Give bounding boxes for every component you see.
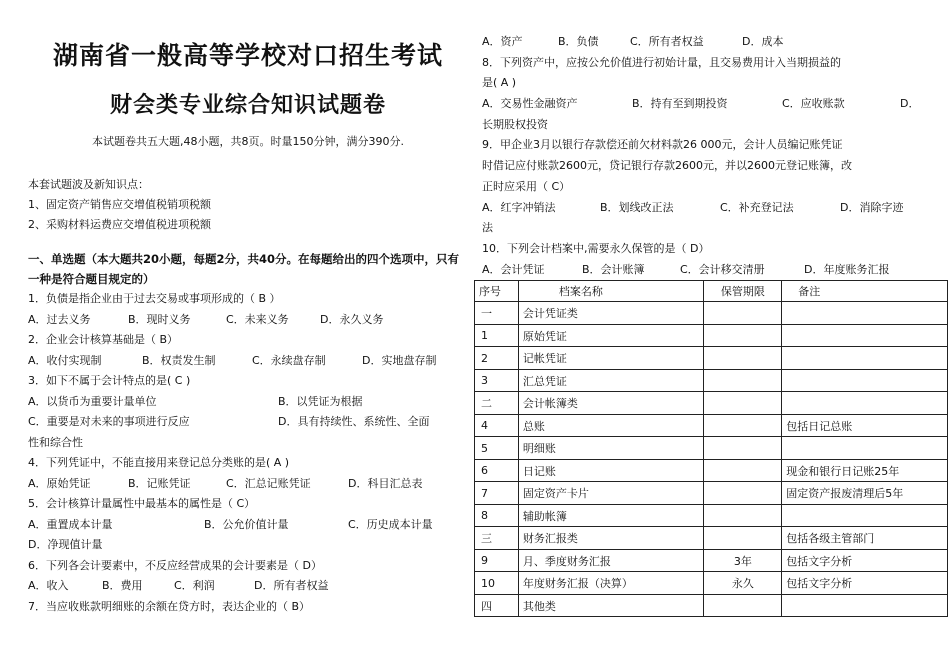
left-column: [28, 36, 468, 617]
options: [482, 94, 942, 115]
option-c: C．所有者权益: [630, 35, 704, 48]
table-header-row: [475, 281, 948, 302]
question-6: [28, 556, 468, 597]
archive-name: 其他类: [518, 594, 704, 617]
section-heading: 一、单选题（本大题共20小题，每题2分，共40分。在每题给出的四个选项中，只有一种是符合题目规定的）: [28, 252, 460, 286]
table-row: [475, 347, 948, 370]
question-stem: 正时应采用（ C）: [482, 179, 571, 193]
retention-period: [704, 459, 782, 482]
archive-name: 会计凭证类: [518, 302, 704, 325]
retention-period: 永久: [704, 572, 782, 595]
note: [782, 324, 948, 347]
note: [782, 594, 948, 617]
option-b: B．负债: [558, 35, 599, 48]
right-column: [479, 32, 942, 617]
table-row: [475, 572, 948, 595]
retention-period: 3年: [704, 549, 782, 572]
table-row: [475, 549, 948, 572]
question-stem: 4．下列凭证中，不能直接用来登记总分类账的是( A ): [28, 456, 290, 469]
option-b: B．会计账簿: [582, 262, 645, 276]
option-d: D．成本: [742, 35, 784, 48]
options: [28, 576, 468, 597]
option-d: D．所有者权益: [254, 579, 329, 592]
option-b: B．公允价值计量: [204, 517, 289, 531]
option-a: A．收入: [28, 579, 69, 592]
option-d: D．具有持续性、系统性、全面: [278, 415, 430, 428]
option-continuation: 性和综合性: [28, 435, 83, 449]
question-4: [28, 453, 468, 494]
option-b: B．以凭证为根据: [278, 394, 363, 408]
archive-name: 财务汇报类: [518, 527, 704, 550]
table-row: [475, 392, 948, 415]
archive-name: 总账: [518, 414, 704, 437]
table-row: [475, 414, 948, 437]
option-b: B．划线改正法: [600, 200, 674, 214]
option-c: C．会计移交清册: [680, 262, 765, 276]
option-a: A．以货币为重要计量单位: [28, 394, 157, 408]
option-d: D．实地盘存制: [362, 353, 437, 367]
table-row: [475, 527, 948, 550]
question-stem: 时借记应付账款2600元，贷记银行存款2600元，并以2600元登记账簿，改: [482, 159, 852, 173]
option-b: B．费用: [102, 579, 143, 592]
note: [782, 504, 948, 527]
option-c: C．利润: [174, 579, 215, 592]
note: [782, 437, 948, 460]
options: [28, 310, 468, 331]
options: [28, 392, 468, 413]
table-row: [475, 324, 948, 347]
archive-name: 月、季度财务汇报: [518, 549, 704, 572]
question-1: [28, 289, 468, 330]
option-a: A．红字冲销法: [482, 200, 556, 214]
retention-period: [704, 594, 782, 617]
option-a: A．交易性金融资产: [482, 97, 578, 111]
row-number: 5: [475, 437, 519, 460]
retention-period: [704, 324, 782, 347]
table-row: [475, 437, 948, 460]
col-header-note: 备注: [782, 281, 948, 302]
archive-name: 会计帐簿类: [518, 392, 704, 415]
row-number: 10: [475, 572, 519, 595]
table-row: [475, 504, 948, 527]
note: [782, 302, 948, 325]
option-d: D．净现值计量: [28, 538, 103, 551]
options: [28, 474, 468, 495]
question-stem: 5．会计核算计量属性中最基本的属性是（ C）: [28, 497, 256, 510]
question-stem: 3．如下不属于会计特点的是( C ): [28, 374, 191, 387]
col-header-period: 保管期限: [704, 281, 782, 302]
question-2: [28, 330, 468, 371]
option-a: A．原始凭证: [28, 476, 91, 490]
options: [28, 351, 468, 372]
option-c: C．未来义务: [226, 312, 289, 326]
row-number: 三: [475, 527, 519, 550]
option-b: B．现时义务: [128, 312, 191, 326]
archive-name: 固定资产卡片: [518, 482, 704, 505]
option-b: B．持有至到期投资: [632, 97, 728, 111]
option-b: B．记账凭证: [128, 476, 191, 490]
retention-period: [704, 482, 782, 505]
option-c: C．永续盘存制: [252, 353, 326, 367]
exam-subtitle: 财会类专业综合知识试题卷: [109, 92, 386, 118]
row-number: 2: [475, 347, 519, 370]
knowledge-item: 2、采购材料运费应交增值税进项税额: [28, 218, 211, 231]
archive-name: 原始凭证: [518, 324, 704, 347]
option-c: C．重要是对未来的事项进行反应: [28, 415, 190, 428]
exam-title: 湖南省一般高等学校对口招生考试: [52, 41, 443, 70]
question-stem: 9．甲企业3月以银行存款偿还前欠材料款26 000元，会计人员编记账凭证: [482, 138, 843, 152]
exam-intro: 本试题卷共五大题,48小题，共8页。时量150分钟，满分390分.: [92, 135, 404, 148]
option-a: A．资产: [482, 35, 523, 48]
options: [482, 260, 942, 281]
question-10: [482, 239, 942, 280]
archive-name: 辅助帐簿: [518, 504, 704, 527]
archive-name: 明细账: [518, 437, 704, 460]
question-stem: 是( A ): [482, 76, 517, 90]
retention-period: [704, 369, 782, 392]
option-d: D．消除字迹: [840, 200, 904, 214]
note: 包括文字分析: [782, 572, 948, 595]
question-9: [482, 135, 942, 239]
col-header-name: 档案名称: [518, 281, 704, 302]
option-a: A．重置成本计量: [28, 517, 113, 531]
option-c: C．历史成本计量: [348, 517, 433, 531]
retention-period: [704, 414, 782, 437]
table-row: [475, 302, 948, 325]
retention-period: [704, 527, 782, 550]
row-number: 9: [475, 549, 519, 572]
question-8: [482, 53, 942, 136]
row-number: 8: [475, 504, 519, 527]
question-7: [28, 597, 468, 618]
archive-name: 年度财务汇报（决算）: [518, 572, 704, 595]
note: 包括日记总账: [782, 414, 948, 437]
options: [482, 32, 942, 53]
question-stem: 6．下列各会计要素中，不反应经营成果的会计要素是（ D）: [28, 558, 322, 572]
option-c: C．汇总记账凭证: [226, 476, 311, 490]
row-number: 二: [475, 392, 519, 415]
row-number: 1: [475, 324, 519, 347]
note: 固定资产报废清理后5年: [782, 482, 948, 505]
table-row: [475, 482, 948, 505]
options: [28, 412, 468, 433]
option-a: A．收付实现制: [28, 353, 102, 367]
option-d: D．年度账务汇报: [804, 262, 890, 276]
archive-table: [474, 280, 948, 617]
note: [782, 392, 948, 415]
row-number: 4: [475, 414, 519, 437]
question-stem: 2．企业会计核算基础是（ B）: [28, 333, 179, 346]
row-number: 四: [475, 594, 519, 617]
option-d: D．永久义务: [320, 312, 384, 326]
table-row: [475, 369, 948, 392]
archive-name: 汇总凭证: [518, 369, 704, 392]
col-header-no: 序号: [475, 281, 519, 302]
option-continuation: 法: [482, 221, 493, 235]
option-c: C．补充登记法: [720, 200, 794, 214]
note: 现金和银行日记账25年: [782, 459, 948, 482]
options: [482, 198, 942, 219]
retention-period: [704, 347, 782, 370]
note: 包括文字分析: [782, 549, 948, 572]
row-number: 一: [475, 302, 519, 325]
retention-period: [704, 392, 782, 415]
option-c: C．应收账款: [782, 97, 845, 111]
question-stem: 10．下列会计档案中,需要永久保管的是（ D）: [482, 242, 710, 256]
row-number: 3: [475, 369, 519, 392]
options: [28, 515, 468, 536]
retention-period: [704, 437, 782, 460]
archive-name: 记帐凭证: [518, 347, 704, 370]
question-stem: 1．负债是指企业由于过去交易或事项形成的（ B ）: [28, 292, 281, 305]
retention-period: [704, 302, 782, 325]
option-a: A．会计凭证: [482, 262, 545, 276]
table-row: [475, 594, 948, 617]
option-continuation: 长期股权投资: [482, 117, 548, 131]
knowledge-points: [28, 175, 468, 235]
option-d: D．: [900, 97, 920, 111]
table-body: [475, 302, 948, 617]
question-stem: 8．下列资产中，应按公允价值进行初始计量，且交易费用计入当期损益的: [482, 55, 841, 69]
note: [782, 347, 948, 370]
note: 包括各级主管部门: [782, 527, 948, 550]
knowledge-head: 本套试题波及新知识点：: [28, 178, 149, 191]
option-a: A．过去义务: [28, 312, 91, 326]
row-number: 6: [475, 459, 519, 482]
knowledge-item: 1、固定资产销售应交增值税销项税额: [28, 198, 211, 211]
retention-period: [704, 504, 782, 527]
question-5: [28, 494, 468, 556]
note: [782, 369, 948, 392]
archive-name: 日记账: [518, 459, 704, 482]
option-b: B．权责发生制: [142, 353, 216, 367]
row-number: 7: [475, 482, 519, 505]
option-d: D．科目汇总表: [348, 476, 423, 490]
question-3: [28, 371, 468, 453]
question-stem: 7．当应收账款明细账的余额在贷方时，表达企业的（ B）: [28, 599, 311, 613]
table-row: [475, 459, 948, 482]
